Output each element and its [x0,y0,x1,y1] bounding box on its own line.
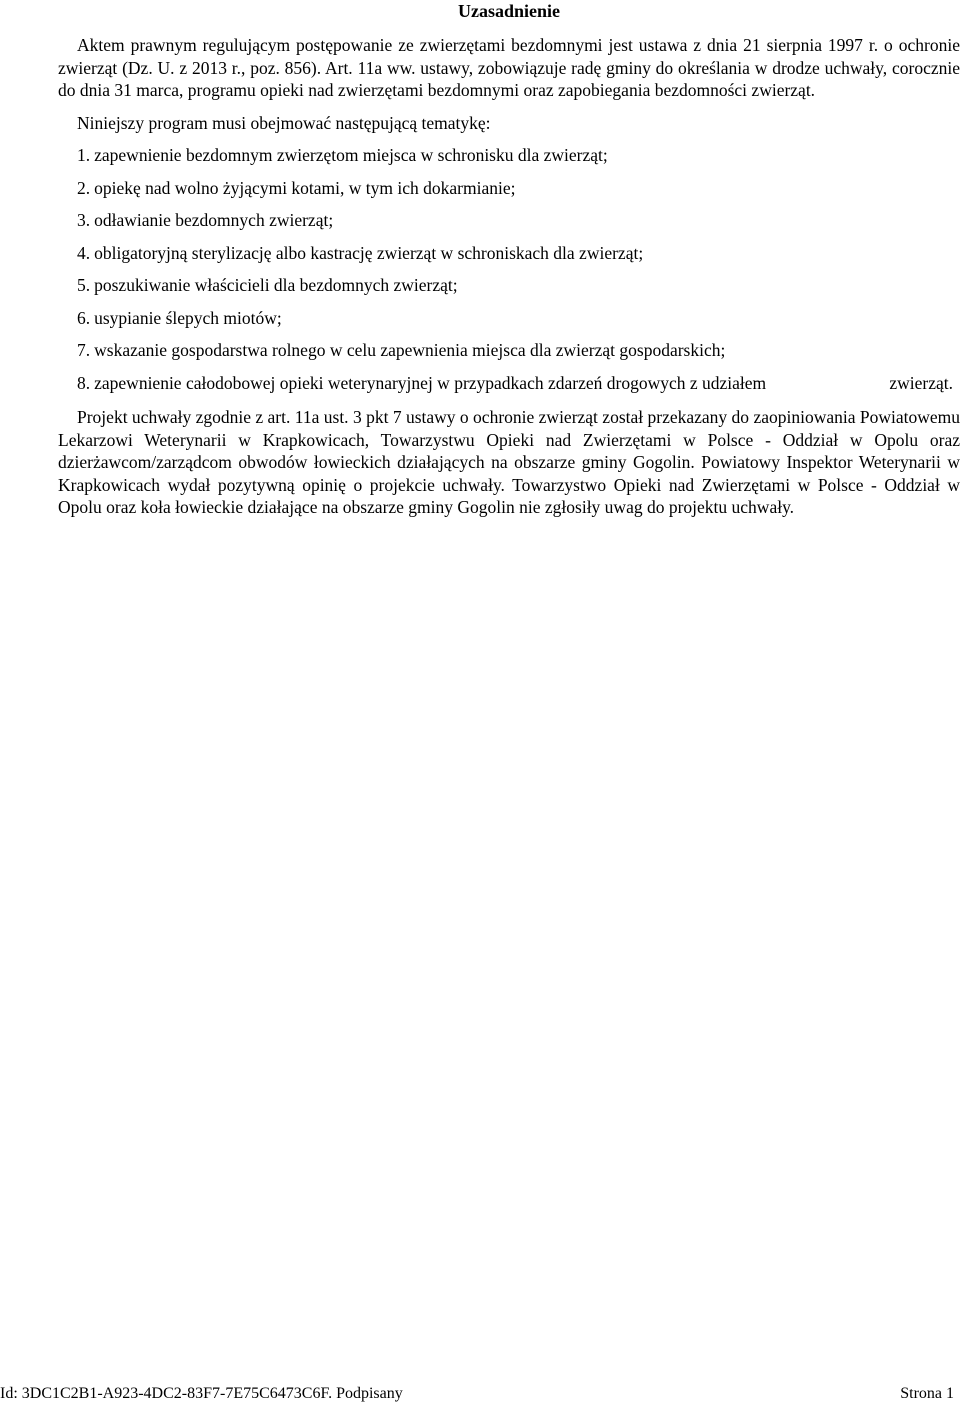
list-item: 3. odławianie bezdomnych zwierząt; [77,210,334,230]
intro-paragraph: Aktem prawnym regulującym postępowanie ze zwierzętami bezdomnymi jest ustawa z dnia 21 sierpnia 1997 r. o ochronie zwierząt (Dz. U. z 2013 r., poz. 856). Art. 11a ww. ustawy, zobowiązuje radę gminy do określania w drodze uchwały, corocznie do dnia 31 marca, programu opieki nad zwierzętami bezdomnymi oraz zapobiegania bezdomności zwierząt. [58,35,960,100]
list-item: 5. poszukiwanie właścicieli dla bezdomnych zwierząt; [77,275,458,295]
list-item: 8. zapewnienie całodobowej opieki weterynaryjnej w przypadkach zdarzeń drogowych z udziałem zwierząt. [77,372,953,393]
page-footer [0,1384,954,1404]
list-item-tail: zwierząt. [889,372,953,393]
list-item: 2. opiekę nad wolno żyjącymi kotami, w tym ich dokarmianie; [77,177,516,198]
list-item: 4. obligatoryjną sterylizację albo kastrację zwierząt w schroniskach dla zwierząt; [77,242,644,263]
project-paragraph: Projekt uchwały zgodnie z art. 11a ust. 3 pkt 7 ustawy o ochronie zwierząt został przekazany do zaopiniowania Powiatowemu Lekarzowi Weterynarii w Krapkowicach, Towarzystwu Opieki nad Zwierzętami w Polsce - Oddział w Opolu oraz dzierżawcom/zarządcom obwodów łowieckich działających na obszarze gminy Gogolin. Powiatowy Inspektor Weterynarii w Krapkowicach wydał pozytywną opinię o projekcie uchwały. Towarzystwo Opieki nad Zwierzętami w Polsce - Oddział w Opolu oraz koła łowieckie działające na obszarze gminy Gogolin nie zgłosiły uwag do projektu uchwały. [58,407,960,517]
document-page [58,0,960,519]
list-item: 1. zapewnienie bezdomnym zwierzętom miejsca w schronisku dla zwierząt; [77,145,608,165]
program-topics-list [58,144,960,394]
program-lead: Niniejszy program musi obejmować następującą tematykę: [77,112,491,133]
list-item: 7. wskazanie gospodarstwa rolnego w celu zapewnienia miejsca dla zwierząt gospodarskich; [77,340,726,360]
list-item: 6. usypianie ślepych miotów; [77,307,282,328]
page-number: Strona 1 [900,1385,954,1402]
document-id: Id: 3DC1C2B1-A923-4DC2-83F7-7E75C6473C6F. Podpisany [0,1385,403,1402]
document-title: Uzasadnienie [457,1,560,21]
